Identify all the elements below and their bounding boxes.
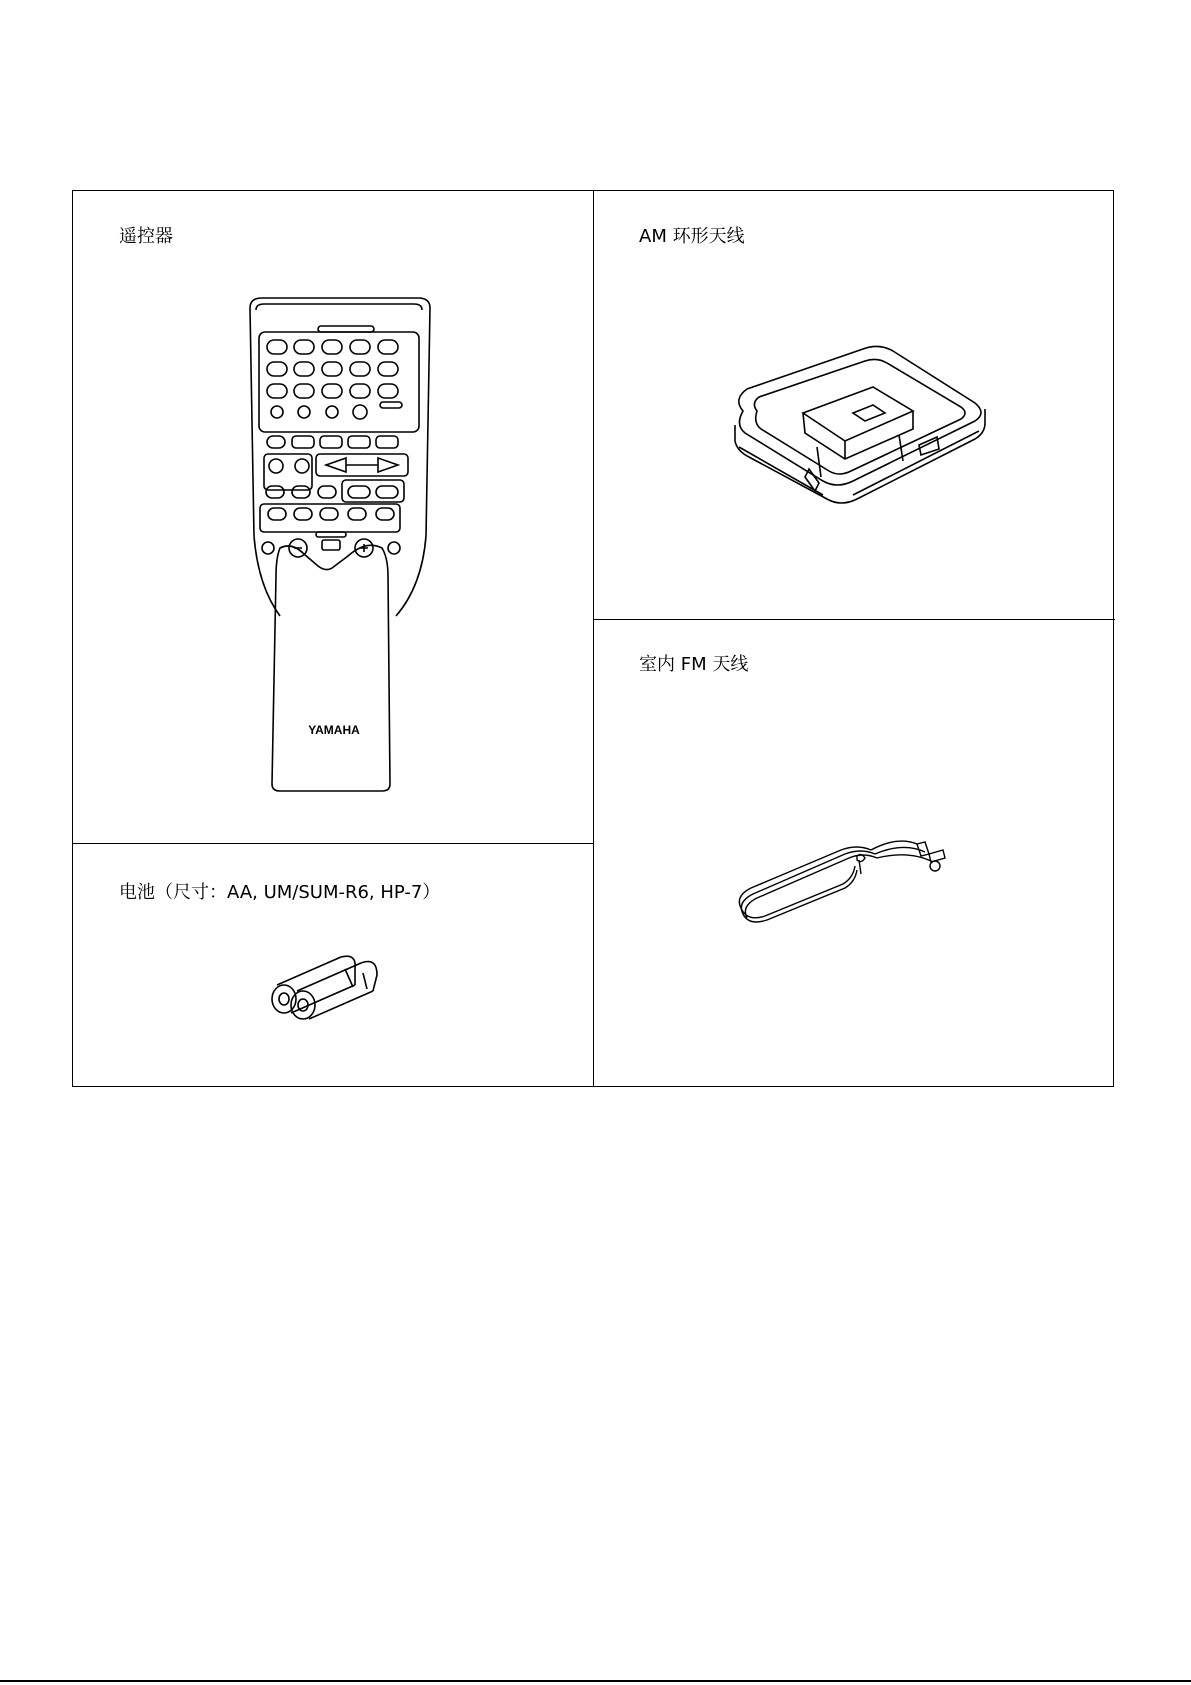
fm-antenna-label: 室内 FM 天线 xyxy=(639,654,749,675)
remote-buttons xyxy=(260,340,408,557)
remote-label: 遥控器 xyxy=(119,226,173,247)
vertical-divider xyxy=(593,191,594,1086)
fm-indoor-antenna-illustration xyxy=(733,796,953,936)
batteries-illustration xyxy=(263,943,403,1023)
page-bottom-rule xyxy=(0,1680,1191,1682)
remote-brand-logo: YAMAHA xyxy=(308,723,360,737)
remote-control-illustration xyxy=(246,296,446,796)
left-horizontal-divider xyxy=(73,843,593,844)
am-antenna-label: AM 环形天线 xyxy=(639,226,745,247)
right-horizontal-divider xyxy=(593,619,1115,620)
batteries-label: 电池（尺寸：AA, UM/SUM-R6, HP-7） xyxy=(119,882,441,903)
remote-slide-cover xyxy=(272,545,390,791)
am-loop-antenna-illustration xyxy=(723,341,993,521)
accessories-frame xyxy=(72,190,1114,1087)
